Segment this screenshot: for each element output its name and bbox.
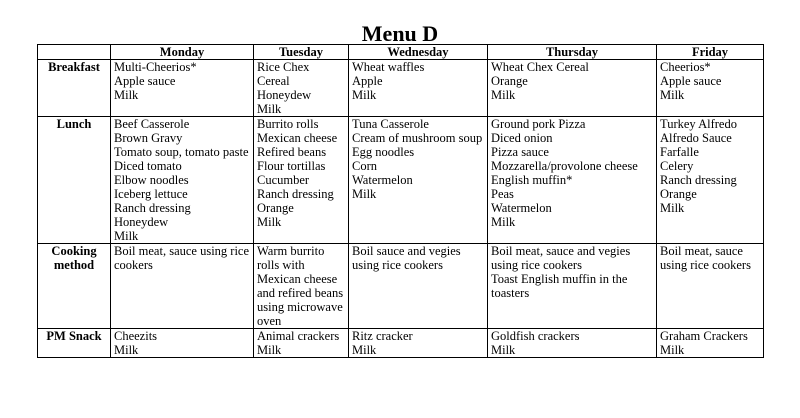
menu-item: and refired beans [257, 286, 344, 300]
header-row [38, 45, 764, 60]
menu-item: Orange [257, 201, 294, 215]
menu-item: Alfredo Sauce [660, 131, 732, 145]
menu-cell-cooking-method-friday [657, 244, 764, 329]
menu-item: Farfalle [660, 145, 699, 159]
menu-item: Mexican cheese [257, 272, 338, 286]
corner-cell [38, 45, 111, 60]
menu-cell-breakfast-monday [111, 60, 254, 117]
menu-item: Cereal [257, 74, 290, 88]
menu-item: Apple sauce [114, 74, 176, 88]
row-label-text: method [53, 258, 95, 272]
day-header-wednesday: Wednesday [349, 45, 488, 60]
menu-table [37, 44, 764, 358]
row-label-breakfast [38, 60, 111, 117]
menu-item: Mexican cheese [257, 131, 338, 145]
menu-item: Wheat waffles [352, 60, 425, 74]
menu-item: Multi-Cheerios* [114, 60, 197, 74]
menu-item: Watermelon [352, 173, 413, 187]
menu-item: Milk [114, 229, 139, 243]
menu-item: using microwave [257, 300, 343, 314]
menu-row-breakfast [38, 60, 764, 117]
menu-item: using rice cookers [491, 258, 582, 272]
day-header-monday: Monday [111, 45, 254, 60]
menu-item: Cheerios* [660, 60, 711, 74]
menu-cell-cooking-method-wednesday [349, 244, 488, 329]
menu-cell-breakfast-thursday [488, 60, 657, 117]
day-header-thursday: Thursday [488, 45, 657, 60]
menu-item: Celery [660, 159, 694, 173]
menu-item: Apple [352, 74, 383, 88]
menu-item: Milk [660, 88, 685, 102]
menu-item: oven [257, 314, 282, 328]
menu-item: Orange [660, 187, 697, 201]
day-header-friday: Friday [657, 45, 764, 60]
menu-item: Beef Casserole [114, 117, 190, 131]
menu-item: Milk [660, 201, 685, 215]
menu-item: Ritz cracker [352, 329, 413, 343]
menu-item: Milk [114, 88, 139, 102]
menu-item: Milk [352, 343, 377, 357]
menu-item: Milk [114, 343, 139, 357]
menu-item: Toast English muffin in the [491, 272, 628, 286]
menu-cell-lunch-tuesday [254, 117, 349, 244]
menu-item: Animal crackers [257, 329, 340, 343]
row-label-text: Lunch [56, 117, 92, 131]
menu-item: Boil meat, sauce using rice [114, 244, 250, 258]
menu-item: Diced onion [491, 131, 553, 145]
menu-item: Apple sauce [660, 74, 722, 88]
menu-item: Cream of mushroom soup [352, 131, 483, 145]
menu-item: Honeydew [114, 215, 169, 229]
menu-cell-lunch-friday [657, 117, 764, 244]
menu-item: Boil meat, sauce and vegies [491, 244, 631, 258]
menu-item: Milk [491, 215, 516, 229]
menu-item: Ground pork Pizza [491, 117, 586, 131]
row-label-cooking-method [38, 244, 111, 329]
menu-row-pm-snack [38, 329, 764, 358]
menu-item: Diced tomato [114, 159, 182, 173]
row-label-text: Breakfast [48, 60, 100, 74]
row-label-text: Cooking [51, 244, 97, 258]
menu-cell-lunch-monday [111, 117, 254, 244]
menu-item: Flour tortillas [257, 159, 326, 173]
menu-item: Watermelon [491, 201, 552, 215]
menu-row-lunch [38, 117, 764, 244]
menu-item: Tomato soup, tomato paste [114, 145, 249, 159]
row-label-lunch [38, 117, 111, 244]
menu-item: using rice cookers [660, 258, 751, 272]
menu-cell-pm-snack-wednesday [349, 329, 488, 358]
menu-item: Mozzarella/provolone cheese [491, 159, 638, 173]
menu-item: Brown Gravy [114, 131, 183, 145]
menu-item: Ranch dressing [257, 187, 334, 201]
menu-item: Milk [352, 187, 377, 201]
menu-cell-breakfast-wednesday [349, 60, 488, 117]
menu-item: using rice cookers [352, 258, 443, 272]
menu-item: Goldfish crackers [491, 329, 580, 343]
menu-cell-cooking-method-tuesday [254, 244, 349, 329]
menu-item: Boil sauce and vegies [352, 244, 461, 258]
menu-item: Milk [491, 88, 516, 102]
day-header-tuesday: Tuesday [254, 45, 349, 60]
menu-item: Burrito rolls [257, 117, 319, 131]
menu-cell-lunch-thursday [488, 117, 657, 244]
menu-item: Refired beans [257, 145, 327, 159]
menu-item: Peas [491, 187, 514, 201]
menu-item: Ranch dressing [114, 201, 191, 215]
menu-item: Orange [491, 74, 528, 88]
menu-item: Milk [660, 343, 685, 357]
menu-item: Boil meat, sauce [660, 244, 743, 258]
menu-item: Milk [257, 343, 282, 357]
menu-cell-cooking-method-monday [111, 244, 254, 329]
menu-item: English muffin* [491, 173, 573, 187]
menu-item: Cucumber [257, 173, 310, 187]
row-label-pm-snack [38, 329, 111, 358]
menu-item: cookers [114, 258, 153, 272]
menu-item: Pizza sauce [491, 145, 549, 159]
menu-item: Elbow noodles [114, 173, 189, 187]
menu-item: Graham Crackers [660, 329, 748, 343]
menu-cell-breakfast-friday [657, 60, 764, 117]
menu-item: Ranch dressing [660, 173, 737, 187]
menu-cell-pm-snack-thursday [488, 329, 657, 358]
menu-item: Warm burrito [257, 244, 325, 258]
menu-row-cooking-method [38, 244, 764, 329]
menu-item: Cheezits [114, 329, 158, 343]
menu-item: Wheat Chex Cereal [491, 60, 589, 74]
menu-cell-lunch-wednesday [349, 117, 488, 244]
menu-item: Honeydew [257, 88, 312, 102]
menu-item: Turkey Alfredo [660, 117, 737, 131]
page-title: Menu D [361, 21, 439, 46]
menu-item: toasters [491, 286, 530, 300]
menu-cell-pm-snack-friday [657, 329, 764, 358]
menu-cell-cooking-method-thursday [488, 244, 657, 329]
menu-cell-breakfast-tuesday [254, 60, 349, 117]
row-label-text: PM Snack [46, 329, 102, 343]
menu-item: Egg noodles [352, 145, 415, 159]
menu-item: Corn [352, 159, 377, 173]
menu-item: Milk [257, 102, 282, 116]
menu-item: Tuna Casserole [352, 117, 429, 131]
menu-item: Milk [491, 343, 516, 357]
menu-item: Milk [257, 215, 282, 229]
menu-item: Rice Chex [257, 60, 310, 74]
menu-item: rolls with [257, 258, 305, 272]
menu-item: Milk [352, 88, 377, 102]
menu-cell-pm-snack-tuesday [254, 329, 349, 358]
menu-cell-pm-snack-monday [111, 329, 254, 358]
menu-item: Iceberg lettuce [114, 187, 188, 201]
